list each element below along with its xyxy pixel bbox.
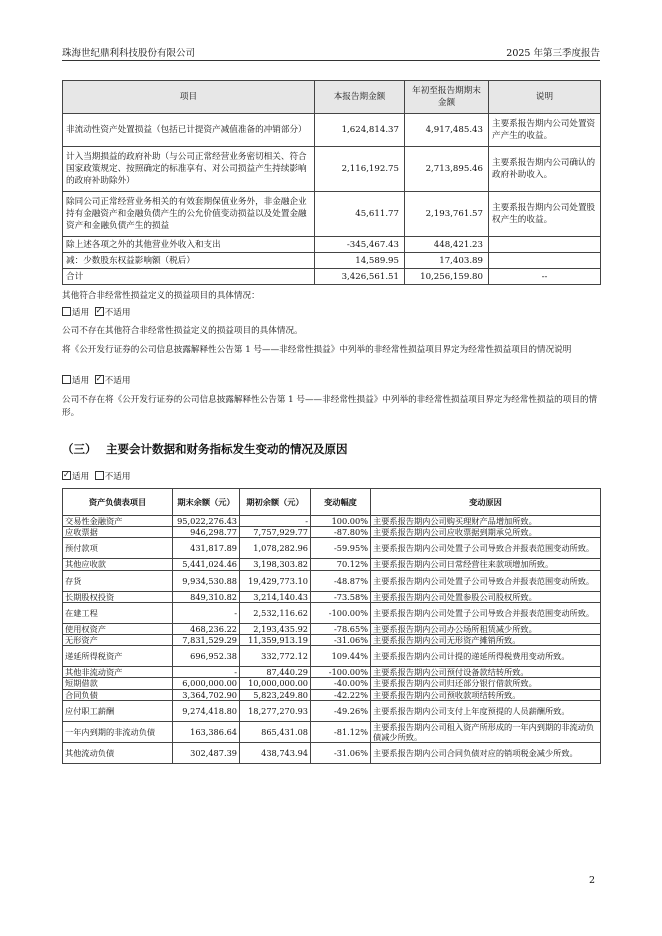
row-item: 交易性金融资产 <box>63 516 173 527</box>
report-title: 2025 年第三季度报告 <box>506 48 600 59</box>
row-item: 应收票据 <box>63 527 173 538</box>
row-ytd: 448,421.23 <box>405 237 489 253</box>
row-pct: -31.06% <box>311 635 371 646</box>
option-applicable: 适用 <box>72 376 90 386</box>
row-item: 其他流动负债 <box>63 743 173 764</box>
col-header-ytd: 年初至报告期期末金额 <box>405 81 489 114</box>
checkbox-unchecked-icon <box>62 307 71 316</box>
table-row <box>63 527 601 538</box>
table-row <box>63 192 601 237</box>
row-end: 468,236.22 <box>173 623 240 634</box>
row-item: 在建工程 <box>63 602 173 623</box>
row-current: 14,589.95 <box>315 253 405 269</box>
row-end: 849,310.82 <box>173 591 240 602</box>
row-end: - <box>173 602 240 623</box>
row-reason: 主要系报告期内公司处置子公司导致合并报表范围变动所致。 <box>371 570 601 591</box>
paragraph: 其他符合非经常性损益定义的损益项目的具体情况： <box>62 291 260 301</box>
page-number: 2 <box>589 875 596 886</box>
col-header-pct: 变动幅度 <box>311 489 371 516</box>
option-not-applicable: 不适用 <box>104 376 131 386</box>
table-row <box>63 114 601 147</box>
checkbox-unchecked-icon <box>95 471 104 480</box>
table-row <box>63 623 601 634</box>
row-pct: -42.22% <box>311 689 371 700</box>
checkbox-checked-icon <box>95 307 104 316</box>
row-reason: 主要系报告期内公司无形资产摊销所致。 <box>371 635 601 646</box>
checkbox-checked-icon <box>95 375 104 384</box>
row-end: 946,298.77 <box>173 527 240 538</box>
table-row <box>63 635 601 646</box>
row-item: 除上述各项之外的其他营业外收入和支出 <box>63 237 315 253</box>
paragraph: 公司不存在将《公开发行证券的公司信息披露解释性公告第 1 号——非经常性损益》中列举的非经常性损益项目界定为经常性损益的项目的情形。 <box>62 395 598 418</box>
col-header-item: 资产负债表项目 <box>63 489 173 516</box>
row-end: 95,022,276.43 <box>173 516 240 527</box>
row-reason: 主要系报告期内公司计提的递延所得税费用变动所致。 <box>371 646 601 667</box>
row-reason: 主要系报告期内公司支付上年度预提的人员薪酬所致。 <box>371 700 601 721</box>
table-row-total <box>63 269 601 285</box>
row-pct: 70.12% <box>311 559 371 570</box>
row-end: 3,364,702.90 <box>173 689 240 700</box>
row-reason: 主要系报告期内公司购买理财产品增加所致。 <box>371 516 601 527</box>
row-current: 2,116,192.75 <box>315 147 405 192</box>
table-row <box>63 689 601 700</box>
row-reason: 主要系报告期内公司处置参股公司股权所致。 <box>371 591 601 602</box>
row-item: 计入当期损益的政府补助（与公司正常经营业务密切相关、符合国家政策规定、按照确定的标准享有、对公司损益产生持续影响的政府补助除外） <box>63 147 315 192</box>
row-end: 9,274,418.80 <box>173 700 240 721</box>
paragraph: 将《公开发行证券的公司信息披露解释性公告第 1 号——非经常性损益》中列举的非经常性损益项目界定为经常性损益项目的情况说明 <box>62 345 572 355</box>
row-pct: -49.26% <box>311 700 371 721</box>
row-reason: 主要系报告期内公司租入资产所形成的一年内到期的非流动负债减少所致。 <box>371 721 601 742</box>
option-not-applicable: 不适用 <box>104 472 131 482</box>
nonrecurring-table <box>62 80 601 285</box>
row-pct: -59.95% <box>311 538 371 559</box>
row-begin: 7,757,929.77 <box>240 527 311 538</box>
row-reason: 主要系报告期内公司合同负债对应的销项税金减少所致。 <box>371 743 601 764</box>
row-item: 应付职工薪酬 <box>63 700 173 721</box>
section-title: 主要会计数据和财务指标发生变动的情况及原因 <box>106 442 348 456</box>
row-begin: 87,440.29 <box>240 667 311 678</box>
col-header-begin: 期初余额（元） <box>240 489 311 516</box>
row-end: 5,441,024.46 <box>173 559 240 570</box>
company-name: 珠海世纪鼎利科技股份有限公司 <box>62 48 196 59</box>
row-pct: -81.12% <box>311 721 371 742</box>
row-reason: 主要系报告期内公司办公场所租赁减少所致。 <box>371 623 601 634</box>
table-row <box>63 253 601 269</box>
row-pct: 109.44% <box>311 646 371 667</box>
row-item: 一年内到期的非流动负债 <box>63 721 173 742</box>
table-row <box>63 559 601 570</box>
table-header-row <box>63 81 601 114</box>
applicability-option-3 <box>62 471 600 484</box>
section-number: （三） <box>62 442 97 456</box>
row-ytd: 10,256,159.80 <box>405 269 489 285</box>
option-applicable: 适用 <box>72 472 90 482</box>
row-note <box>489 237 601 253</box>
row-pct: -100.00% <box>311 602 371 623</box>
table-header-row <box>63 489 601 516</box>
row-item: 预付款项 <box>63 538 173 559</box>
col-header-end: 期末余额（元） <box>173 489 240 516</box>
applicability-option-2 <box>62 375 600 388</box>
row-item: 除同公司正常经营业务相关的有效套期保值业务外，非金融企业持有金融资产和金融负债产生的公允价值变动损益以及处置金融资产和金融负债产生的损益 <box>63 192 315 237</box>
row-begin: 332,772.12 <box>240 646 311 667</box>
row-item: 短期借款 <box>63 678 173 689</box>
row-ytd: 2,193,761.57 <box>405 192 489 237</box>
row-item: 减：少数股东权益影响额（税后） <box>63 253 315 269</box>
row-reason: 主要系报告期内公司日常经营往来款项增加所致。 <box>371 559 601 570</box>
row-note: 主要系报告期内公司确认的政府补助收入。 <box>489 147 601 192</box>
row-begin: 865,431.08 <box>240 721 311 742</box>
row-begin: 18,277,270.93 <box>240 700 311 721</box>
row-reason: 主要系报告期内公司归还部分银行借款所致。 <box>371 678 601 689</box>
table-row <box>63 667 601 678</box>
row-begin: 5,823,249.80 <box>240 689 311 700</box>
row-current: -345,467.43 <box>315 237 405 253</box>
row-pct: -73.58% <box>311 591 371 602</box>
col-header-reason: 变动原因 <box>371 489 601 516</box>
row-reason: 主要系报告期内公司应收票据到期承兑所致。 <box>371 527 601 538</box>
row-end: 7,831,529.29 <box>173 635 240 646</box>
table-row <box>63 591 601 602</box>
option-applicable: 适用 <box>72 308 90 318</box>
row-pct: 100.00% <box>311 516 371 527</box>
row-begin: 19,429,773.10 <box>240 570 311 591</box>
row-ytd: 2,713,895.46 <box>405 147 489 192</box>
row-ytd: 4,917,485.43 <box>405 114 489 147</box>
row-item: 合同负债 <box>63 689 173 700</box>
section-heading <box>62 441 348 457</box>
row-pct: -100.00% <box>311 667 371 678</box>
option-not-applicable: 不适用 <box>104 308 131 318</box>
row-pct: -78.65% <box>311 623 371 634</box>
row-reason: 主要系报告期内公司处置子公司导致合并报表范围变动所致。 <box>371 602 601 623</box>
checkbox-checked-icon <box>62 471 71 480</box>
table-row <box>63 570 601 591</box>
table-row <box>63 700 601 721</box>
row-end: 302,487.39 <box>173 743 240 764</box>
row-pct: -87.80% <box>311 527 371 538</box>
row-item: 长期股权投资 <box>63 591 173 602</box>
row-end: 6,000,000.00 <box>173 678 240 689</box>
row-current: 1,624,814.37 <box>315 114 405 147</box>
table-row <box>63 721 601 742</box>
row-pct: -48.87% <box>311 570 371 591</box>
row-item: 递延所得税资产 <box>63 646 173 667</box>
row-item: 无形资产 <box>63 635 173 646</box>
row-end: 9,934,530.88 <box>173 570 240 591</box>
col-header-current: 本报告期金额 <box>315 81 405 114</box>
row-item: 使用权资产 <box>63 623 173 634</box>
row-begin: 11,359,913.19 <box>240 635 311 646</box>
row-begin: 438,743.94 <box>240 743 311 764</box>
row-item: 非流动性资产处置损益（包括已计提资产减值准备的冲销部分） <box>63 114 315 147</box>
applicability-option-1 <box>62 307 600 320</box>
row-pct: -31.06% <box>311 743 371 764</box>
row-note: 主要系报告期内公司处置资产产生的收益。 <box>489 114 601 147</box>
row-begin: 3,198,303.82 <box>240 559 311 570</box>
table-row <box>63 646 601 667</box>
balance-changes-table <box>62 488 601 764</box>
row-pct: -40.00% <box>311 678 371 689</box>
table-row <box>63 602 601 623</box>
row-item: 其他应收款 <box>63 559 173 570</box>
row-end: 163,386.64 <box>173 721 240 742</box>
table-row <box>63 678 601 689</box>
row-item: 其他非流动资产 <box>63 667 173 678</box>
table-row <box>63 147 601 192</box>
row-end: 696,952.38 <box>173 646 240 667</box>
row-current: 45,611.77 <box>315 192 405 237</box>
row-end: - <box>173 667 240 678</box>
row-begin: - <box>240 516 311 527</box>
table-row <box>63 237 601 253</box>
table-row <box>63 538 601 559</box>
row-end: 431,817.89 <box>173 538 240 559</box>
row-item: 存货 <box>63 570 173 591</box>
col-header-item: 项目 <box>63 81 315 114</box>
row-reason: 主要系报告期内公司预付设备款结转所致。 <box>371 667 601 678</box>
row-begin: 2,193,435.92 <box>240 623 311 634</box>
row-begin: 1,078,282.96 <box>240 538 311 559</box>
checkbox-unchecked-icon <box>62 375 71 384</box>
col-header-note: 说明 <box>489 81 601 114</box>
table-row <box>63 516 601 527</box>
table-row <box>63 743 601 764</box>
header-divider <box>62 60 600 61</box>
row-item: 合计 <box>63 269 315 285</box>
row-reason: 主要系报告期内公司预收款项结转所致。 <box>371 689 601 700</box>
paragraph: 公司不存在其他符合非经常性损益定义的损益项目的具体情况。 <box>62 326 303 336</box>
row-reason: 主要系报告期内公司处置子公司导致合并报表范围变动所致。 <box>371 538 601 559</box>
row-current: 3,426,561.51 <box>315 269 405 285</box>
row-note: -- <box>489 269 601 285</box>
row-begin: 3,214,140.43 <box>240 591 311 602</box>
row-ytd: 17,403.89 <box>405 253 489 269</box>
row-note <box>489 253 601 269</box>
row-note: 主要系报告期内公司处置股权产生的收益。 <box>489 192 601 237</box>
row-begin: 2,532,116.62 <box>240 602 311 623</box>
row-begin: 10,000,000.00 <box>240 678 311 689</box>
